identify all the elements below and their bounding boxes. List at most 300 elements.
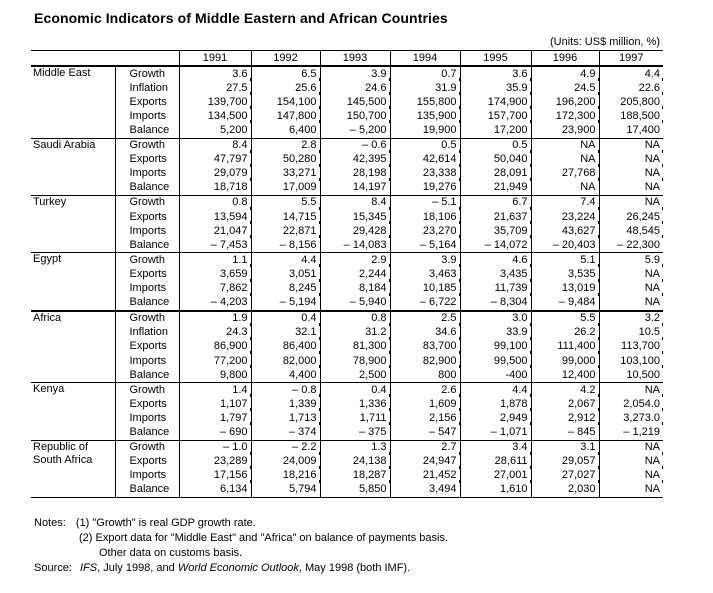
table-row <box>31 483 663 498</box>
value-cell: 1,610 <box>460 483 531 498</box>
value-cell: 86,900 <box>179 340 251 354</box>
value-cell: 81,300 <box>320 340 390 354</box>
table-row <box>31 123 663 138</box>
region-label <box>31 311 115 383</box>
value-cell: 25.6 <box>251 81 320 95</box>
value-cell: 22.6 <box>599 81 663 95</box>
value-cell: 18,718 <box>179 181 251 196</box>
value-cell: NA <box>599 296 663 311</box>
value-cell: – 5.1 <box>390 195 460 210</box>
value-cell: 17,400 <box>599 123 663 138</box>
value-cell: 47,797 <box>179 153 251 167</box>
table-row <box>31 66 663 81</box>
value-cell: NA <box>531 153 599 167</box>
region-label <box>31 195 115 252</box>
value-cell: 1,339 <box>251 397 320 411</box>
region-name: Middle East <box>33 67 91 80</box>
metric-label: Imports <box>115 469 179 483</box>
year-header: 1992 <box>251 51 320 67</box>
value-cell: 4,400 <box>251 368 320 383</box>
metric-label: Imports <box>115 109 179 123</box>
region-label <box>31 138 115 195</box>
value-cell: 4.6 <box>460 253 531 268</box>
value-cell: 2,156 <box>390 411 460 425</box>
source-weo: World Economic Outlook <box>177 562 299 574</box>
value-cell: – 5,200 <box>320 123 390 138</box>
source-ifs: IFS <box>79 562 98 574</box>
year-header: 1994 <box>390 51 460 67</box>
value-cell: 3,659 <box>179 267 251 281</box>
value-cell: 99,000 <box>531 354 599 368</box>
region-name: Turkey <box>33 195 67 208</box>
value-cell: – 7,453 <box>179 238 251 253</box>
value-cell: – 22,300 <box>599 238 663 253</box>
value-cell: 11,739 <box>460 282 531 296</box>
value-cell: 1,713 <box>251 411 320 425</box>
value-cell: 196,200 <box>531 95 599 109</box>
value-cell: – 9,484 <box>531 296 599 311</box>
value-cell: 35.9 <box>460 81 531 95</box>
value-cell: 2,500 <box>320 368 390 383</box>
value-cell: NA <box>599 195 663 210</box>
table-row <box>31 296 663 311</box>
value-cell: 33,271 <box>251 167 320 181</box>
value-cell: 28,611 <box>460 455 531 469</box>
table-row <box>31 181 663 196</box>
value-cell: NA <box>599 383 663 398</box>
table-row <box>31 210 663 224</box>
value-cell: 150,700 <box>320 109 390 123</box>
value-cell: 157,700 <box>460 109 531 123</box>
region-name: Republic of <box>33 440 89 453</box>
year-header: 1995 <box>460 51 531 67</box>
value-cell: 0.8 <box>320 311 390 326</box>
value-cell: 13,019 <box>531 282 599 296</box>
value-cell: 19,276 <box>390 181 460 196</box>
table-row <box>31 411 663 425</box>
value-cell: NA <box>599 440 663 455</box>
value-cell: 4.4 <box>599 66 663 81</box>
table-row <box>31 253 663 268</box>
metric-label: Imports <box>115 224 179 238</box>
value-cell: 1,878 <box>460 397 531 411</box>
value-cell: 27,768 <box>531 167 599 181</box>
year-header: 1997 <box>599 51 663 67</box>
value-cell: 2,244 <box>320 267 390 281</box>
value-cell: 24,947 <box>390 455 460 469</box>
value-cell: 8,184 <box>320 282 390 296</box>
value-cell: 0.4 <box>320 383 390 398</box>
metric-label: Inflation <box>115 81 179 95</box>
value-cell: NA <box>599 153 663 167</box>
value-cell: 31.2 <box>320 326 390 340</box>
metric-label: Balance <box>115 296 179 311</box>
value-cell: – 4,203 <box>179 296 251 311</box>
value-cell: 1,797 <box>179 411 251 425</box>
value-cell: 99,100 <box>460 340 531 354</box>
table-row <box>31 383 663 398</box>
value-cell: NA <box>599 267 663 281</box>
value-cell: 5,794 <box>251 483 320 498</box>
table-row <box>31 138 663 153</box>
value-cell: 5.5 <box>531 311 599 326</box>
value-cell: 139,700 <box>179 95 251 109</box>
value-cell: NA <box>599 282 663 296</box>
value-cell: 82,000 <box>251 354 320 368</box>
value-cell: 8.4 <box>320 195 390 210</box>
value-cell: 29,079 <box>179 167 251 181</box>
value-cell: 135,900 <box>390 109 460 123</box>
value-cell: – 6,722 <box>390 296 460 311</box>
value-cell: 2.5 <box>390 311 460 326</box>
indicators-table <box>31 50 663 498</box>
table-row <box>31 167 663 181</box>
value-cell: 3.4 <box>460 440 531 455</box>
value-cell: 147,800 <box>251 109 320 123</box>
metric-label: Growth <box>115 311 179 326</box>
value-cell: 27,027 <box>531 469 599 483</box>
value-cell: 3,051 <box>251 267 320 281</box>
value-cell: NA <box>599 181 663 196</box>
value-cell: 3,273.0 <box>599 411 663 425</box>
value-cell: 3.6 <box>460 66 531 81</box>
value-cell: 145,500 <box>320 95 390 109</box>
value-cell: 23,338 <box>390 167 460 181</box>
table-row <box>31 153 663 167</box>
value-cell: 50,040 <box>460 153 531 167</box>
metric-label: Balance <box>115 483 179 498</box>
value-cell: 2,054.0 <box>599 397 663 411</box>
value-cell: 27.5 <box>179 81 251 95</box>
value-cell: 42,395 <box>320 153 390 167</box>
value-cell: 1.4 <box>179 383 251 398</box>
metric-label: Exports <box>115 95 179 109</box>
value-cell: 35,709 <box>460 224 531 238</box>
metric-label: Imports <box>115 167 179 181</box>
value-cell: 13,594 <box>179 210 251 224</box>
value-cell: 26,245 <box>599 210 663 224</box>
metric-label: Exports <box>115 153 179 167</box>
value-cell: 8.4 <box>179 138 251 153</box>
table-row <box>31 354 663 368</box>
value-cell: 113,700 <box>599 340 663 354</box>
value-cell: 1,107 <box>179 397 251 411</box>
value-cell: 24,009 <box>251 455 320 469</box>
year-header: 1993 <box>320 51 390 67</box>
value-cell: 6,134 <box>179 483 251 498</box>
value-cell: 27,001 <box>460 469 531 483</box>
value-cell: 0.5 <box>390 138 460 153</box>
value-cell: 19,900 <box>390 123 460 138</box>
value-cell: – 20,403 <box>531 238 599 253</box>
value-cell: 18,216 <box>251 469 320 483</box>
value-cell: 172,300 <box>531 109 599 123</box>
notes-label: Notes: <box>34 517 66 529</box>
table-row <box>31 195 663 210</box>
value-cell: 205,800 <box>599 95 663 109</box>
metric-label: Growth <box>115 253 179 268</box>
metric-label: Exports <box>115 267 179 281</box>
value-cell: 17,156 <box>179 469 251 483</box>
value-cell: NA <box>531 181 599 196</box>
region-header <box>31 51 115 67</box>
value-cell: 77,200 <box>179 354 251 368</box>
value-cell: 28,091 <box>460 167 531 181</box>
value-cell: 4.2 <box>531 383 599 398</box>
value-cell: 6,400 <box>251 123 320 138</box>
value-cell: 21,637 <box>460 210 531 224</box>
region-label <box>31 383 115 440</box>
value-cell: 3,535 <box>531 267 599 281</box>
value-cell: 22,871 <box>251 224 320 238</box>
value-cell: 5.1 <box>531 253 599 268</box>
value-cell: 3,435 <box>460 267 531 281</box>
value-cell: 5.9 <box>599 253 663 268</box>
value-cell: NA <box>599 138 663 153</box>
value-cell: 174,900 <box>460 95 531 109</box>
source-label: Source: <box>34 562 72 574</box>
value-cell: 31.9 <box>390 81 460 95</box>
value-cell: 2,912 <box>531 411 599 425</box>
value-cell: 4.9 <box>531 66 599 81</box>
region-name: Kenya <box>33 383 65 396</box>
table-row <box>31 95 663 109</box>
value-cell: 17,200 <box>460 123 531 138</box>
value-cell: – 2.2 <box>251 440 320 455</box>
value-cell: NA <box>599 455 663 469</box>
table-row <box>31 238 663 253</box>
value-cell: 15,345 <box>320 210 390 224</box>
value-cell: NA <box>531 138 599 153</box>
metric-label: Balance <box>115 181 179 196</box>
value-cell: 9,800 <box>179 368 251 383</box>
value-cell: 23,289 <box>179 455 251 469</box>
value-cell: 0.4 <box>251 311 320 326</box>
value-cell: – 1.0 <box>179 440 251 455</box>
value-cell: NA <box>599 469 663 483</box>
table-row <box>31 326 663 340</box>
note-line-1 <box>34 516 448 531</box>
note-2b: Other data on customs basis. <box>99 547 243 559</box>
value-cell: – 1,219 <box>599 425 663 440</box>
metric-label: Imports <box>115 282 179 296</box>
value-cell: 21,047 <box>179 224 251 238</box>
value-cell: 3.0 <box>460 311 531 326</box>
year-header: 1991 <box>179 51 251 67</box>
value-cell: – 375 <box>320 425 390 440</box>
value-cell: 23,900 <box>531 123 599 138</box>
value-cell: 0.8 <box>179 195 251 210</box>
value-cell: 24.6 <box>320 81 390 95</box>
value-cell: 2.7 <box>390 440 460 455</box>
value-cell: 6.5 <box>251 66 320 81</box>
value-cell: 24.3 <box>179 326 251 340</box>
value-cell: 134,500 <box>179 109 251 123</box>
metric-label: Growth <box>115 440 179 455</box>
metric-label: Exports <box>115 397 179 411</box>
metric-label: Balance <box>115 238 179 253</box>
metric-label: Growth <box>115 66 179 81</box>
value-cell: 4.4 <box>251 253 320 268</box>
region-name: South Africa <box>33 453 93 466</box>
table-row <box>31 340 663 354</box>
value-cell: 3.1 <box>531 440 599 455</box>
value-cell: 1,711 <box>320 411 390 425</box>
metric-label: Exports <box>115 340 179 354</box>
value-cell: 43,627 <box>531 224 599 238</box>
table-row <box>31 425 663 440</box>
value-cell: 34.6 <box>390 326 460 340</box>
value-cell: 29,057 <box>531 455 599 469</box>
value-cell: 48,545 <box>599 224 663 238</box>
value-cell: 28,198 <box>320 167 390 181</box>
metric-label: Balance <box>115 123 179 138</box>
value-cell: 3.2 <box>599 311 663 326</box>
value-cell: 32.1 <box>251 326 320 340</box>
value-cell: 78,900 <box>320 354 390 368</box>
metric-label: Inflation <box>115 326 179 340</box>
value-cell: 155,800 <box>390 95 460 109</box>
value-cell: 12,400 <box>531 368 599 383</box>
region-label <box>31 440 115 497</box>
table-row <box>31 282 663 296</box>
value-cell: 1.9 <box>179 311 251 326</box>
value-cell: 2.9 <box>320 253 390 268</box>
table-row <box>31 455 663 469</box>
value-cell: 86,400 <box>251 340 320 354</box>
table-row <box>31 224 663 238</box>
value-cell: 3.6 <box>179 66 251 81</box>
value-cell: – 14,072 <box>460 238 531 253</box>
value-cell: 103,100 <box>599 354 663 368</box>
value-cell: 17,009 <box>251 181 320 196</box>
table-row <box>31 81 663 95</box>
table-row <box>31 469 663 483</box>
value-cell: 3,494 <box>390 483 460 498</box>
value-cell: 26.2 <box>531 326 599 340</box>
value-cell: 2.8 <box>251 138 320 153</box>
value-cell: -400 <box>460 368 531 383</box>
notes-section <box>34 516 448 576</box>
value-cell: – 1,071 <box>460 425 531 440</box>
value-cell: – 374 <box>251 425 320 440</box>
note-2: (2) Export data for "Middle East" and "Africa" on balance of payments basis. <box>79 532 449 544</box>
value-cell: 10.5 <box>599 326 663 340</box>
value-cell: 2,949 <box>460 411 531 425</box>
value-cell: – 5,194 <box>251 296 320 311</box>
table-body <box>31 66 663 497</box>
value-cell: – 0.8 <box>251 383 320 398</box>
value-cell: 800 <box>390 368 460 383</box>
table-row <box>31 368 663 383</box>
region-label <box>31 66 115 138</box>
value-cell: 3.9 <box>320 66 390 81</box>
units-label: (Units: US$ million, %) <box>549 36 660 48</box>
value-cell: 14,197 <box>320 181 390 196</box>
value-cell: 23,270 <box>390 224 460 238</box>
value-cell: – 0.6 <box>320 138 390 153</box>
value-cell: 33.9 <box>460 326 531 340</box>
value-cell: 2,030 <box>531 483 599 498</box>
table-row <box>31 440 663 455</box>
value-cell: 1,336 <box>320 397 390 411</box>
note-1: (1) "Growth" is real GDP growth rate. <box>75 517 256 529</box>
value-cell: 7,862 <box>179 282 251 296</box>
table-row <box>31 311 663 326</box>
value-cell: – 5,940 <box>320 296 390 311</box>
value-cell: NA <box>599 167 663 181</box>
value-cell: 0.7 <box>390 66 460 81</box>
value-cell: – 547 <box>390 425 460 440</box>
value-cell: 1.3 <box>320 440 390 455</box>
value-cell: 99,500 <box>460 354 531 368</box>
value-cell: 82,900 <box>390 354 460 368</box>
value-cell: 10,500 <box>599 368 663 383</box>
value-cell: – 8,156 <box>251 238 320 253</box>
value-cell: 83,700 <box>390 340 460 354</box>
metric-label: Growth <box>115 138 179 153</box>
value-cell: 14,715 <box>251 210 320 224</box>
metric-label: Growth <box>115 383 179 398</box>
region-name: Saudi Arabia <box>33 138 96 151</box>
value-cell: 6.7 <box>460 195 531 210</box>
value-cell: 18,106 <box>390 210 460 224</box>
header-row <box>31 51 663 67</box>
metric-label: Growth <box>115 195 179 210</box>
table-row <box>31 267 663 281</box>
value-cell: 23,224 <box>531 210 599 224</box>
value-cell: NA <box>599 483 663 498</box>
year-header: 1996 <box>531 51 599 67</box>
value-cell: 3.9 <box>390 253 460 268</box>
region-label <box>31 253 115 311</box>
source-line <box>34 561 448 576</box>
metric-label: Imports <box>115 354 179 368</box>
value-cell: 10,185 <box>390 282 460 296</box>
value-cell: 29,428 <box>320 224 390 238</box>
value-cell: 8,245 <box>251 282 320 296</box>
page-title: Economic Indicators of Middle Eastern and African Countries <box>34 10 448 26</box>
metric-header <box>115 51 179 67</box>
metric-label: Balance <box>115 368 179 383</box>
region-name: Egypt <box>33 253 62 266</box>
value-cell: 50,280 <box>251 153 320 167</box>
value-cell: – 690 <box>179 425 251 440</box>
value-cell: 5,200 <box>179 123 251 138</box>
value-cell: 24.5 <box>531 81 599 95</box>
value-cell: 2.6 <box>390 383 460 398</box>
value-cell: 2,067 <box>531 397 599 411</box>
value-cell: 5,850 <box>320 483 390 498</box>
value-cell: 0.5 <box>460 138 531 153</box>
source-mid: , July 1998, and <box>97 562 178 574</box>
value-cell: – 845 <box>531 425 599 440</box>
region-name: Africa <box>33 311 62 324</box>
value-cell: 7.4 <box>531 195 599 210</box>
value-cell: 5.5 <box>251 195 320 210</box>
value-cell: 18,287 <box>320 469 390 483</box>
metric-label: Exports <box>115 455 179 469</box>
source-end: , May 1998 (both IMF). <box>298 562 411 574</box>
value-cell: 4.4 <box>460 383 531 398</box>
value-cell: – 8,304 <box>460 296 531 311</box>
value-cell: 188,500 <box>599 109 663 123</box>
value-cell: – 14,083 <box>320 238 390 253</box>
value-cell: 21,452 <box>390 469 460 483</box>
metric-label: Balance <box>115 425 179 440</box>
value-cell: 111,400 <box>531 340 599 354</box>
value-cell: 3,463 <box>390 267 460 281</box>
